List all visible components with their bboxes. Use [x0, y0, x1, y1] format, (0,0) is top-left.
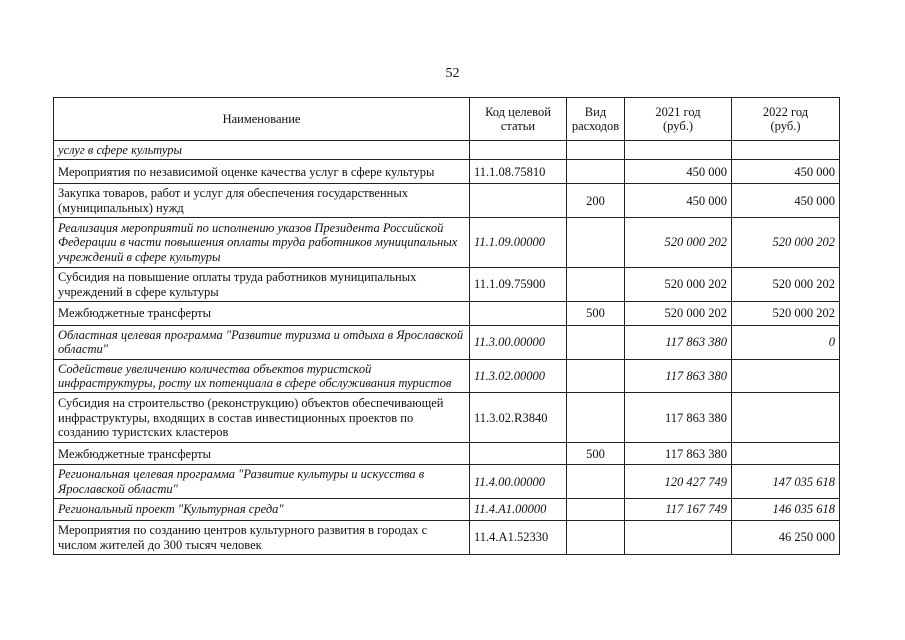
- row-code-cell: 11.1.09.75900: [470, 268, 567, 302]
- row-code-cell: 11.3.02.00000: [470, 359, 567, 393]
- row-name-cell: услуг в сфере культуры: [54, 141, 470, 160]
- row-code-cell: 11.4.00.00000: [470, 465, 567, 499]
- row-2021-cell: 117 863 380: [625, 443, 732, 465]
- table-row: [54, 499, 840, 521]
- row-name-cell: Межбюджетные трансферты: [54, 301, 470, 325]
- row-expense-type-cell: [567, 499, 625, 521]
- row-code-cell: 11.1.08.75810: [470, 160, 567, 184]
- table-row: [54, 160, 840, 184]
- table-row: [54, 268, 840, 302]
- row-expense-type-cell: [567, 218, 625, 268]
- row-name-cell: Региональный проект "Культурная среда": [54, 499, 470, 521]
- row-2021-cell: 117 863 380: [625, 359, 732, 393]
- row-2022-cell: 450 000: [732, 184, 840, 218]
- row-2021-cell: [625, 141, 732, 160]
- row-2022-cell: 146 035 618: [732, 499, 840, 521]
- row-2021-cell: 520 000 202: [625, 268, 732, 302]
- row-2021-cell: 117 863 380: [625, 393, 732, 443]
- table-row: [54, 184, 840, 218]
- row-2022-cell: 520 000 202: [732, 268, 840, 302]
- row-name-cell: Мероприятия по независимой оценке качества услуг в сфере культуры: [54, 160, 470, 184]
- row-2022-cell: 520 000 202: [732, 301, 840, 325]
- row-code-cell: 11.1.09.00000: [470, 218, 567, 268]
- row-2021-cell: 120 427 749: [625, 465, 732, 499]
- row-2021-cell: 117 863 380: [625, 325, 732, 359]
- row-2022-cell: 520 000 202: [732, 218, 840, 268]
- row-2022-cell: 0: [732, 325, 840, 359]
- row-2022-cell: [732, 443, 840, 465]
- table-header-row: [54, 98, 840, 141]
- row-code-cell: 11.3.02.R3840: [470, 393, 567, 443]
- table-row: [54, 218, 840, 268]
- row-2022-cell: 147 035 618: [732, 465, 840, 499]
- row-name-cell: Содействие увеличению количества объектов туристской инфраструктуры, росту их потенциала в сфере обслуживания туристов: [54, 359, 470, 393]
- header-expense-type: Вид расходов: [567, 98, 625, 141]
- row-2021-cell: 450 000: [625, 160, 732, 184]
- row-2021-cell: 117 167 749: [625, 499, 732, 521]
- row-name-cell: Региональная целевая программа "Развитие культуры и искусства в Ярославской области": [54, 465, 470, 499]
- row-expense-type-cell: [567, 141, 625, 160]
- header-2022: 2022 год (руб.): [732, 98, 840, 141]
- row-code-cell: [470, 443, 567, 465]
- row-code-cell: 11.4.А1.52330: [470, 521, 567, 555]
- row-expense-type-cell: [567, 521, 625, 555]
- row-expense-type-cell: [567, 160, 625, 184]
- row-expense-type-cell: 500: [567, 301, 625, 325]
- row-2022-cell: [732, 141, 840, 160]
- row-name-cell: Областная целевая программа "Развитие туризма и отдыха в Ярославской области": [54, 325, 470, 359]
- row-expense-type-cell: 200: [567, 184, 625, 218]
- row-code-cell: [470, 141, 567, 160]
- row-2022-cell: 46 250 000: [732, 521, 840, 555]
- row-name-cell: Мероприятия по созданию центров культурного развития в городах с числом жителей до 300 тысяч человек: [54, 521, 470, 555]
- table-row: [54, 443, 840, 465]
- table-row: [54, 301, 840, 325]
- row-code-cell: [470, 301, 567, 325]
- row-2022-cell: [732, 359, 840, 393]
- budget-table: [53, 97, 840, 555]
- page-number: 52: [445, 66, 460, 81]
- row-name-cell: Реализация мероприятий по исполнению указов Президента Российской Федерации в части повышения оплаты труда работников муниципальных учреждений в сфере культуры: [54, 218, 470, 268]
- row-expense-type-cell: [567, 325, 625, 359]
- row-name-cell: Закупка товаров, работ и услуг для обеспечения государственных (муниципальных) нужд: [54, 184, 470, 218]
- row-name-cell: Субсидия на строительство (реконструкцию) объектов обеспечивающей инфраструктуры, входящих в состав инвестиционных проектов по созданию туристских кластеров: [54, 393, 470, 443]
- row-code-cell: [470, 184, 567, 218]
- row-2021-cell: 520 000 202: [625, 301, 732, 325]
- row-expense-type-cell: [567, 465, 625, 499]
- table-row: [54, 393, 840, 443]
- table-body: [54, 141, 840, 555]
- table-row: [54, 141, 840, 160]
- row-code-cell: 11.3.00.00000: [470, 325, 567, 359]
- row-2021-cell: [625, 521, 732, 555]
- table-row: [54, 465, 840, 499]
- row-2021-cell: 520 000 202: [625, 218, 732, 268]
- row-expense-type-cell: 500: [567, 443, 625, 465]
- header-name: Наименование: [54, 98, 470, 141]
- row-2022-cell: [732, 393, 840, 443]
- table-row: [54, 359, 840, 393]
- row-expense-type-cell: [567, 268, 625, 302]
- header-2021: 2021 год (руб.): [625, 98, 732, 141]
- row-name-cell: Субсидия на повышение оплаты труда работников муниципальных учреждений в сфере культуры: [54, 268, 470, 302]
- row-2021-cell: 450 000: [625, 184, 732, 218]
- row-code-cell: 11.4.А1.00000: [470, 499, 567, 521]
- table-row: [54, 325, 840, 359]
- row-2022-cell: 450 000: [732, 160, 840, 184]
- row-name-cell: Межбюджетные трансферты: [54, 443, 470, 465]
- row-expense-type-cell: [567, 359, 625, 393]
- row-expense-type-cell: [567, 393, 625, 443]
- table-row: [54, 521, 840, 555]
- header-code: Код целевой статьи: [470, 98, 567, 141]
